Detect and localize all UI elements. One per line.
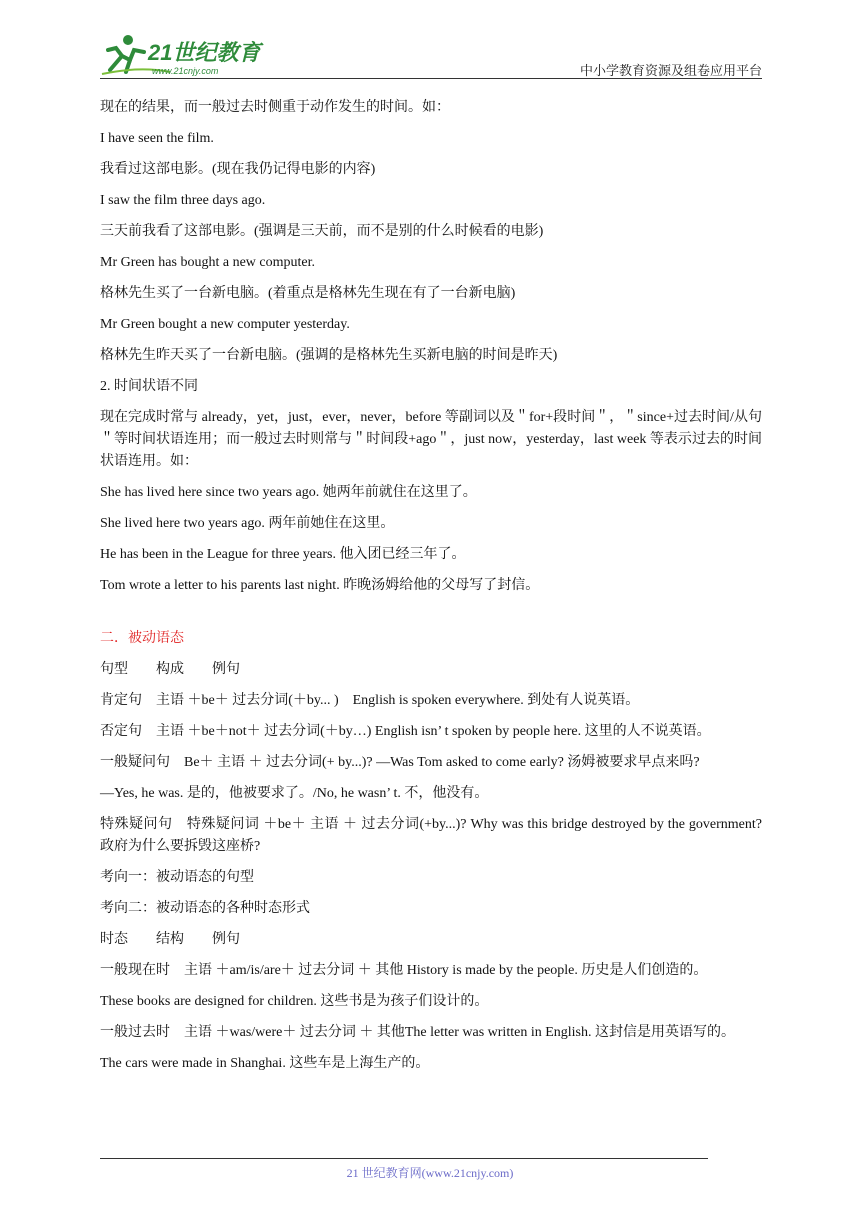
example-sentence-en: Mr Green has bought a new computer. (100, 255, 315, 270)
pattern-row: 否定句 主语 ＋be＋not＋ 过去分词(＋by…) English isn’ t spoken by people here. 这里的人不说英语。 (100, 724, 711, 739)
tense-row: 一般现在时 主语 ＋am/is/are＋ 过去分词 ＋ 其他 History is made by the people. 历史是人们创造的。 (100, 963, 708, 978)
pattern-row: 特殊疑问句 特殊疑问词 ＋be＋ 主语 ＋ 过去分词(+by...)? Why was this bridge destroyed by the government? 政府为什么要拆毁这座桥? (100, 817, 762, 854)
pattern-row: 肯定句 主语 ＋be＋ 过去分词(＋by... ) English is spoken everywhere. 到处有人说英语。 (100, 693, 640, 708)
pattern-row: 一般疑问句 Be＋ 主语 ＋ 过去分词(+ by...)? —Was Tom asked to come early? 汤姆被要求早点来吗? (100, 755, 700, 770)
table-header: 句型 构成 例句 (100, 662, 240, 677)
text-line: 现在的结果，而一般过去时侧重于动作发生的时间。如： (100, 100, 450, 115)
logo-url: www.21cnjy.com (152, 66, 219, 76)
example-sentence: He has been in the League for three years. 他入团已经三年了。 (100, 547, 466, 562)
example-sentence-cn: 格林先生买了一台新电脑。(着重点是格林先生现在有了一台新电脑) (100, 286, 516, 301)
header-divider (100, 78, 762, 79)
example-sentence-cn: 格林先生昨天买了一台新电脑。(强调的是格林先生买新电脑的时间是昨天) (100, 348, 558, 363)
section-subheading: 2. 时间状语不同 (100, 379, 198, 394)
example-sentence: She has lived here since two years ago. 她两年前就住在这里了。 (100, 485, 477, 500)
example-sentence: She lived here two years ago. 两年前她住在这里。 (100, 516, 395, 531)
example-sentence: These books are designed for children. 这些书是为孩子们设计的。 (100, 994, 489, 1009)
topic-line: 考向一：被动语态的句型 (100, 870, 254, 885)
platform-name: 中小学教育资源及组卷应用平台 (579, 63, 762, 78)
site-logo[interactable] (100, 30, 300, 78)
example-sentence-cn: 我看过这部电影。(现在我仍记得电影的内容) (100, 162, 376, 177)
table-header: 时态 结构 例句 (100, 932, 240, 947)
logo-text: 21世纪教育 (148, 40, 261, 65)
paragraph: 现在完成时常与 already，yet，just，ever，never，before 等副词以及＂for+段时间＂，＂since+过去时间/从句＂等时间状语连用；而一般过去时则常与＂时间段+ago＂，just now，yesterday，last week 等表示过去的时间状语连用。如： (100, 410, 762, 469)
logo-runner-icon (100, 30, 300, 78)
example-sentence-cn: 三天前我看了这部电影。(强调是三天前，而不是别的什么时候看的电影) (100, 224, 544, 239)
example-sentence: Tom wrote a letter to his parents last night. 昨晚汤姆给他的父母写了封信。 (100, 578, 540, 593)
document-body (100, 97, 762, 1075)
example-sentence-en: Mr Green bought a new computer yesterday. (100, 317, 350, 332)
page-header (100, 30, 762, 80)
footer-divider (100, 1158, 708, 1159)
tense-row: 一般过去时 主语 ＋was/were＋ 过去分词 ＋ 其他The letter was written in English. 这封信是用英语写的。 (100, 1025, 735, 1040)
section-heading: 二．被动语态 (100, 631, 184, 646)
pattern-row: —Yes, he was. 是的，他被要求了。/No, he wasn’ t. 不，他没有。 (100, 786, 489, 801)
example-sentence-en: I have seen the film. (100, 131, 214, 146)
page-footer[interactable]: 21 世纪教育网(www.21cnjy.com) (346, 1166, 514, 1180)
topic-line: 考向二：被动语态的各种时态形式 (100, 901, 310, 916)
example-sentence-en: I saw the film three days ago. (100, 193, 266, 208)
example-sentence: The cars were made in Shanghai. 这些车是上海生产的。 (100, 1056, 430, 1071)
